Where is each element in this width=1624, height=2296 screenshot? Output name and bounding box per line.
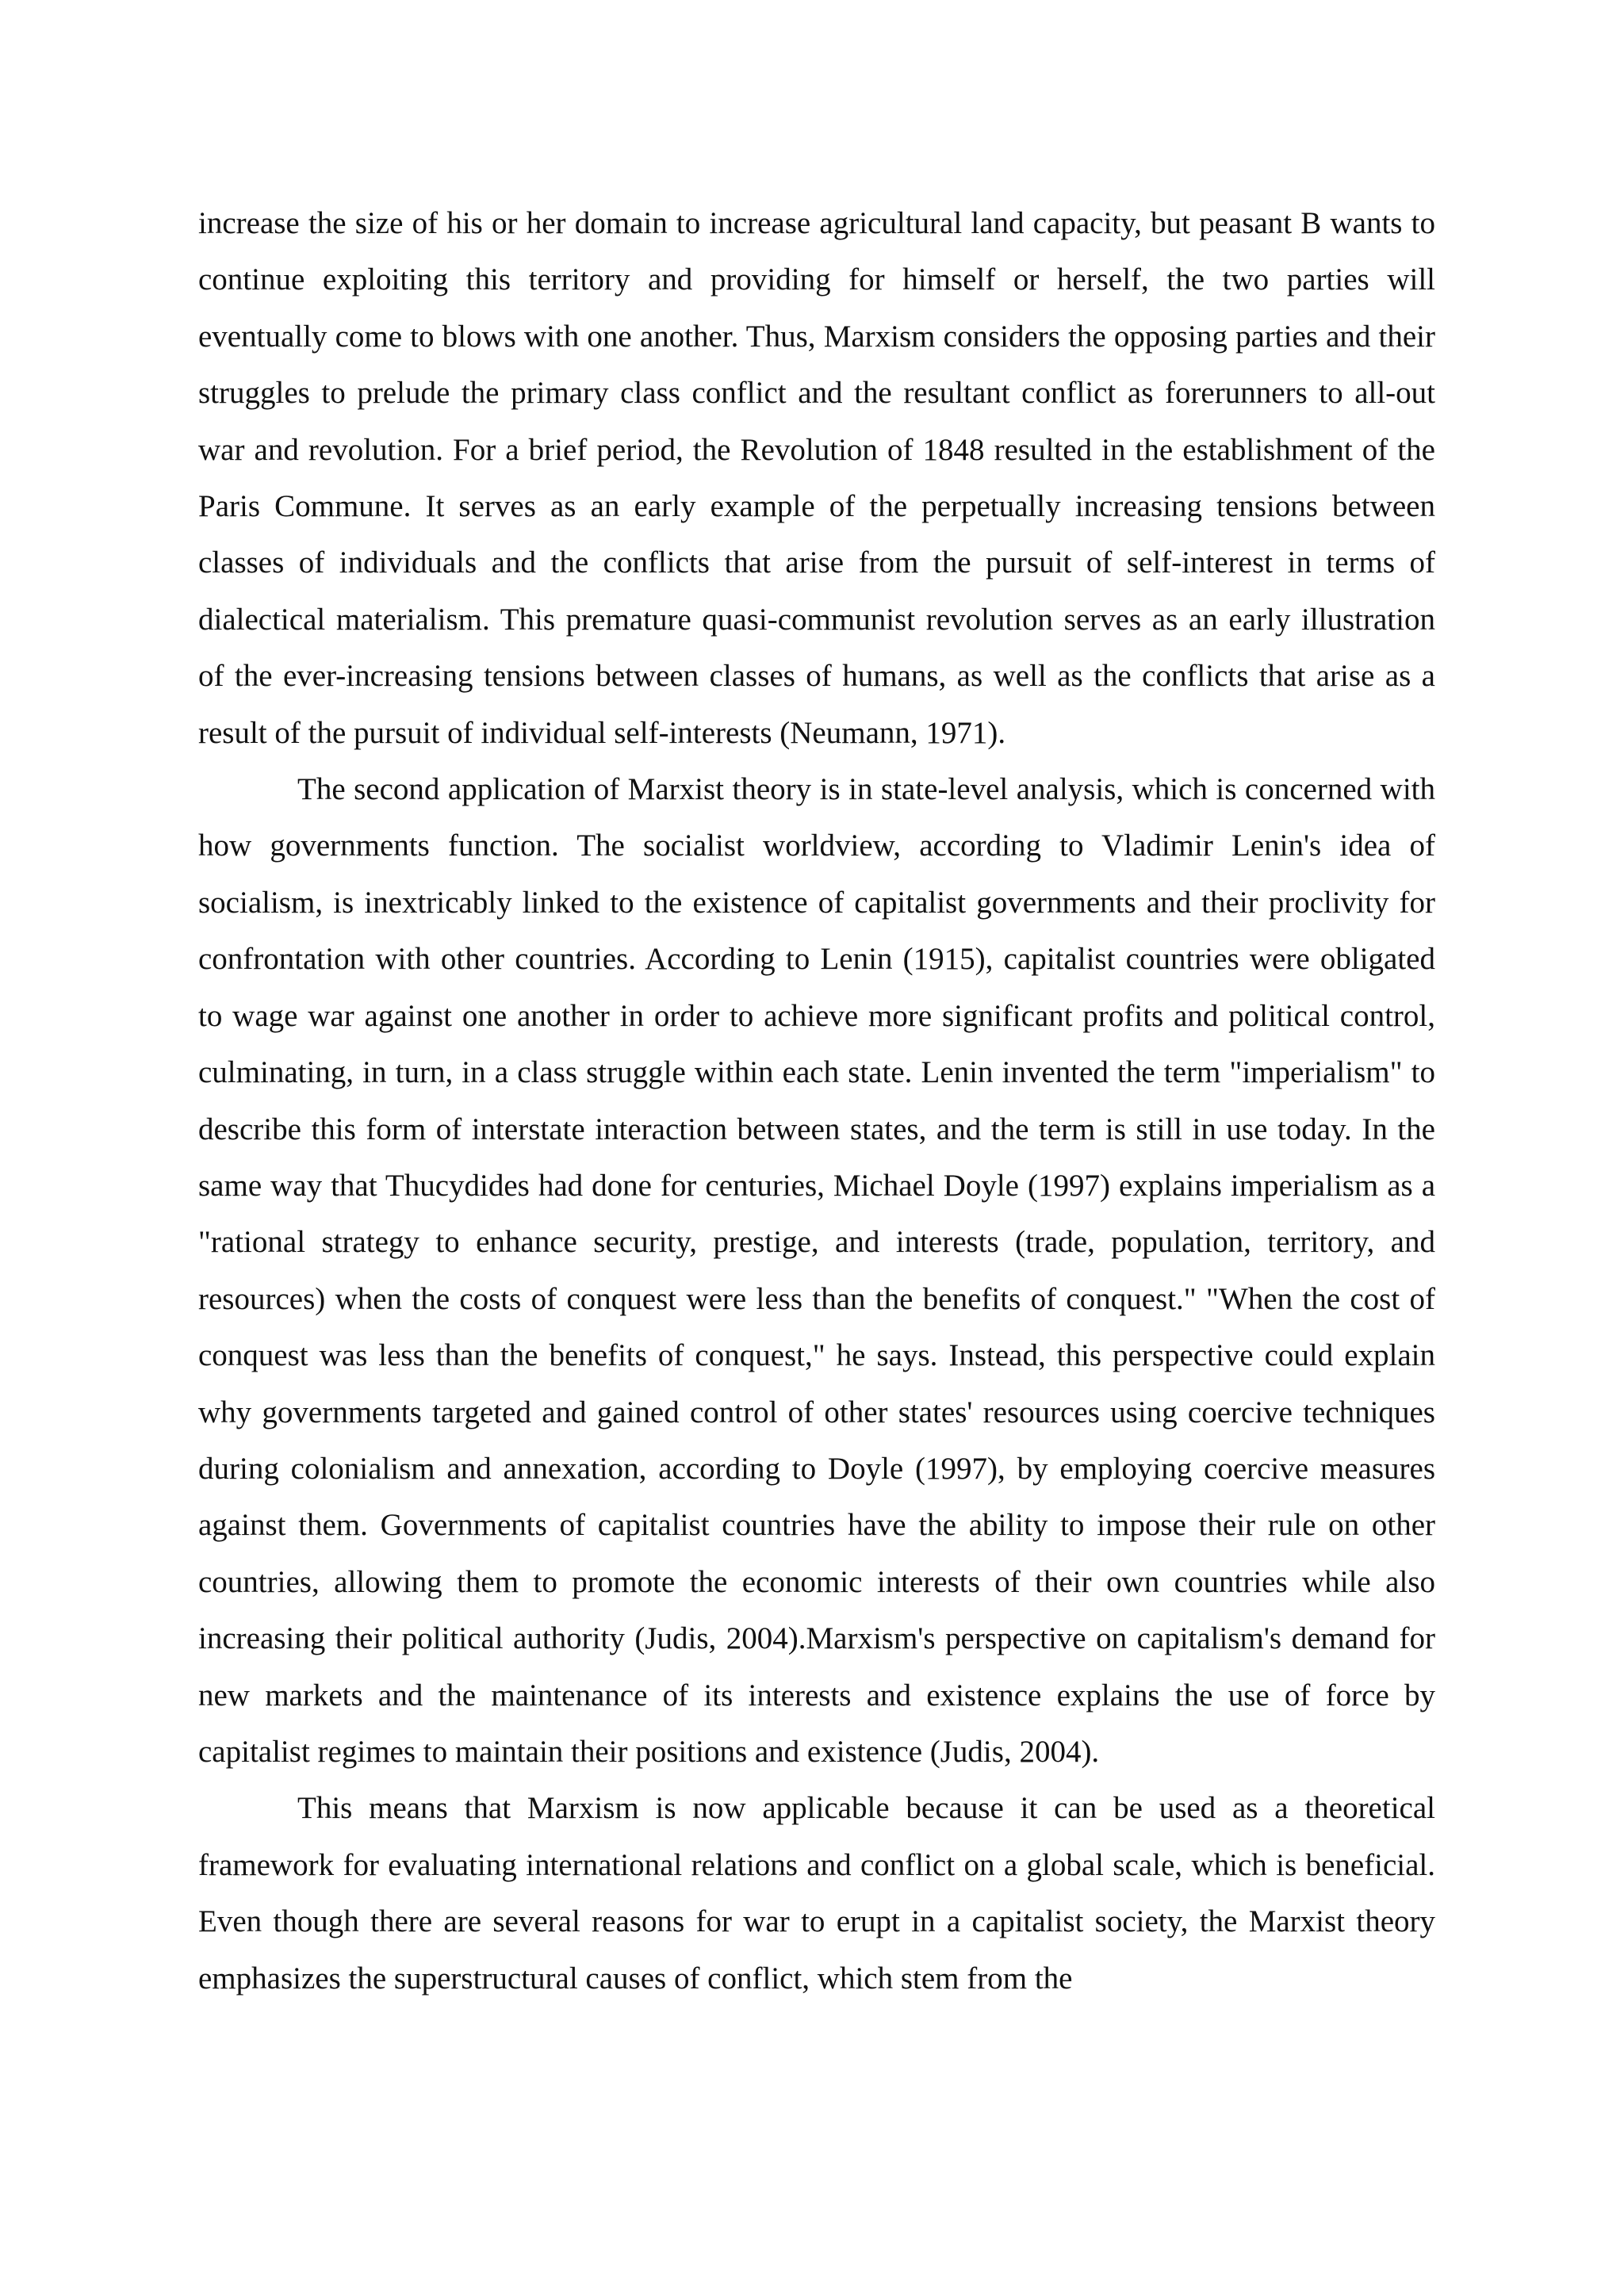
paragraph-state-level-analysis: The second application of Marxist theory is in state-level analysis, which is concerned with how governments function. The socialist worldview, according to Vladimir Lenin's idea of socialism, is inextricably linked to the existence of capitalist governments and their proclivity for confrontation with other countries. According to Lenin (1915), capitalist countries were obligated to wage war against one another in order to achieve more significant profits and political control, culminating, in turn, in a class struggle within each state. Lenin invented the term "imperialism" to describe this form of interstate interaction between states, and the term is still in use today. In the same way that Thucydides had done for centuries, Michael Doyle (1997) explains imperialism as a "rational strategy to enhance security, prestige, and interests (trade, population, territory, and resources) when the costs of conquest were less than the benefits of conquest." "When the cost of conquest was less than the benefits of conquest," he says. Instead, this perspective could explain why governments targeted and gained control of other states' resources using coercive techniques during colonialism and annexation, according to Doyle (1997), by employing coercive measures against them. Governments of capitalist countries have the ability to impose their rule on other countries, allowing them to promote the economic interests of their own countries while also increasing their political authority (Judis, 2004).Marxism's perspective on capitalism's demand for new markets and the maintenance of its interests and existence explains the use of force by capitalist regimes to maintain their positions and existence (Judis, 2004). bbox=[198, 772, 1435, 1769]
paragraph-continuation: increase the size of his or her domain to increase agricultural land capacity, but peasant B wants to continue exploiting this territory and providing for himself or herself, the two parties will eventually come to blows with one another. Thus, Marxism considers the opposing parties and their struggles to prelude the primary class conflict and the resultant conflict as forerunners to all-out war and revolution. For a brief period, the Revolution of 1848 resulted in the establishment of the Paris Commune. It serves as an early example of the perpetually increasing tensions between classes of individuals and the conflicts that arise from the pursuit of self-interest in terms of dialectical materialism. This premature quasi-communist revolution serves as an early illustration of the ever-increasing tensions between classes of humans, as well as the conflicts that arise as a result of the pursuit of individual self-interests (Neumann, 1971). bbox=[198, 206, 1435, 750]
body-text bbox=[198, 195, 1435, 2007]
paragraph-marxism-applicability: This means that Marxism is now applicable because it can be used as a theoretical framework for evaluating international relations and conflict on a global scale, which is beneficial. Even though there are several reasons for war to erupt in a capitalist society, the Marxist theory emphasizes the superstructural causes of conflict, which stem from the bbox=[198, 1791, 1435, 1996]
